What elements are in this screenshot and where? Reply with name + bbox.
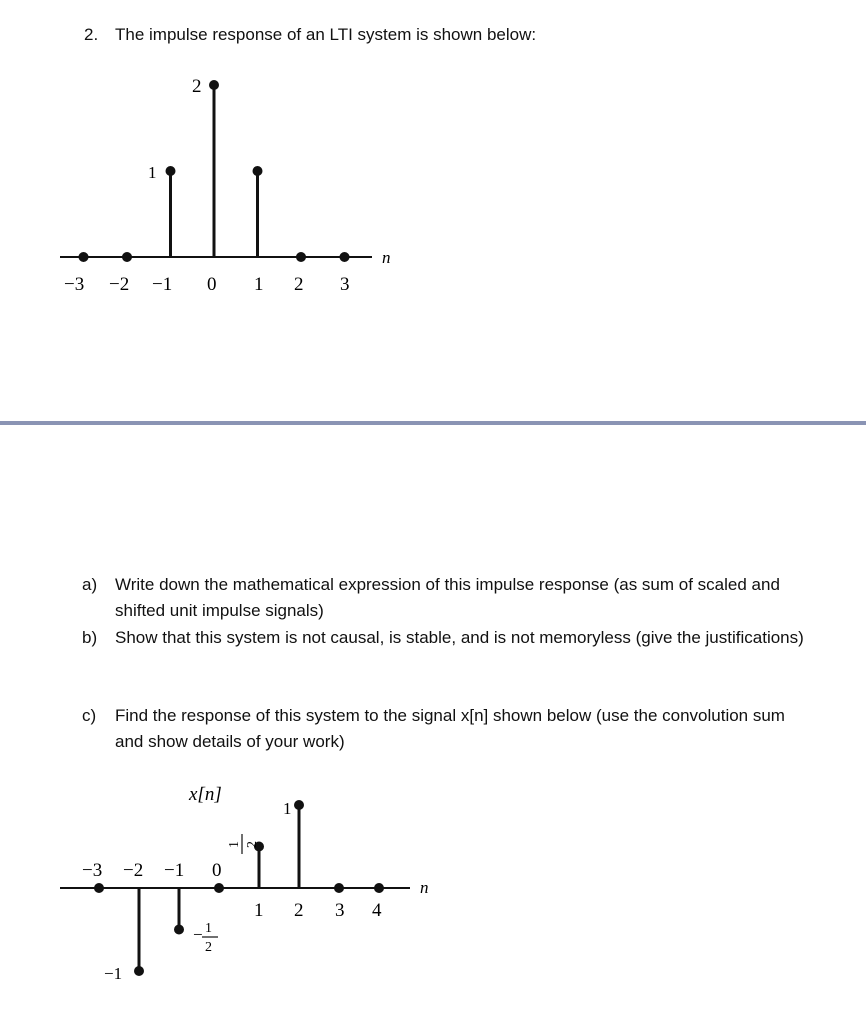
fig1-sample-dot bbox=[296, 252, 306, 262]
fig1-sample-dot bbox=[79, 252, 89, 262]
fig1-value-label-1: 1 bbox=[148, 163, 157, 182]
fraction-numerator: 1 bbox=[227, 841, 242, 848]
fig1-stem-plot bbox=[60, 76, 391, 295]
fig2-sample-dot bbox=[374, 883, 384, 893]
fig2-tick-label: −2 bbox=[123, 860, 144, 881]
fig2-stem-plot bbox=[60, 784, 429, 983]
fig1-axis-label: n bbox=[382, 248, 391, 267]
question-number: 2. bbox=[84, 25, 99, 44]
fraction-denominator: 2 bbox=[245, 841, 260, 848]
fig2-tick-label: −1 bbox=[164, 860, 185, 881]
fig2-tick-label: −3 bbox=[82, 860, 103, 881]
fig2-value-label-1: 1 bbox=[283, 799, 292, 818]
fig2-title: x[n] bbox=[189, 784, 222, 805]
fig1-tick-label: −1 bbox=[152, 274, 173, 295]
fig1-tick-label: −2 bbox=[109, 274, 130, 295]
fig1-sample-dot bbox=[122, 252, 132, 262]
section-divider bbox=[0, 421, 866, 425]
fig2-fraction-minus-half bbox=[202, 921, 218, 955]
fig2-sample-dot bbox=[134, 966, 144, 976]
fig1-tick-label: 0 bbox=[207, 274, 217, 295]
fig2-tick-label: 3 bbox=[335, 900, 345, 921]
fraction-denominator: 2 bbox=[205, 940, 212, 955]
fig2-tick-label: 0 bbox=[212, 860, 222, 881]
part-b-letter: b) bbox=[82, 628, 98, 647]
fig2-tick-label: 4 bbox=[372, 900, 382, 921]
fig1-tick-label: −3 bbox=[64, 274, 85, 295]
fig2-sample-dot bbox=[334, 883, 344, 893]
fig2-fraction-half bbox=[227, 834, 260, 854]
fig2-sample-dot bbox=[214, 883, 224, 893]
question-title: The impulse response of an LTI system is shown below: bbox=[115, 25, 537, 44]
fig1-sample-dot bbox=[209, 80, 219, 90]
fig2-axis-label: n bbox=[420, 878, 429, 897]
part-c-line1: Find the response of this system to the signal x[n] shown below (use the convolution sum bbox=[115, 706, 785, 725]
fraction-numerator: 1 bbox=[205, 921, 212, 936]
fig2-sample-dot bbox=[174, 925, 184, 935]
part-c-line2: and show details of your work) bbox=[115, 732, 345, 751]
fig1-sample-dot bbox=[253, 166, 263, 176]
fig1-tick-label: 2 bbox=[294, 274, 304, 295]
fig2-minus-sign: − bbox=[193, 925, 203, 944]
fig1-tick-label: 3 bbox=[340, 274, 350, 295]
part-a-line1: Write down the mathematical expression of this impulse response (as sum of scaled and bbox=[115, 575, 780, 594]
fig2-value-label-minus-1: −1 bbox=[104, 964, 123, 983]
fig2-tick-label: 2 bbox=[294, 900, 304, 921]
fig2-sample-dot bbox=[294, 800, 304, 810]
fig2-tick-label: 1 bbox=[254, 900, 264, 921]
fig1-sample-dot bbox=[166, 166, 176, 176]
fig1-value-label-2: 2 bbox=[192, 76, 202, 97]
fig2-sample-dot bbox=[94, 883, 104, 893]
part-b-line1: Show that this system is not causal, is stable, and is not memoryless (give the justifications) bbox=[115, 628, 804, 647]
part-c-letter: c) bbox=[82, 706, 97, 725]
part-a-letter: a) bbox=[82, 575, 98, 594]
part-a-line2: shifted unit impulse signals) bbox=[115, 601, 324, 620]
fig1-sample-dot bbox=[340, 252, 350, 262]
fig1-tick-label: 1 bbox=[254, 274, 264, 295]
